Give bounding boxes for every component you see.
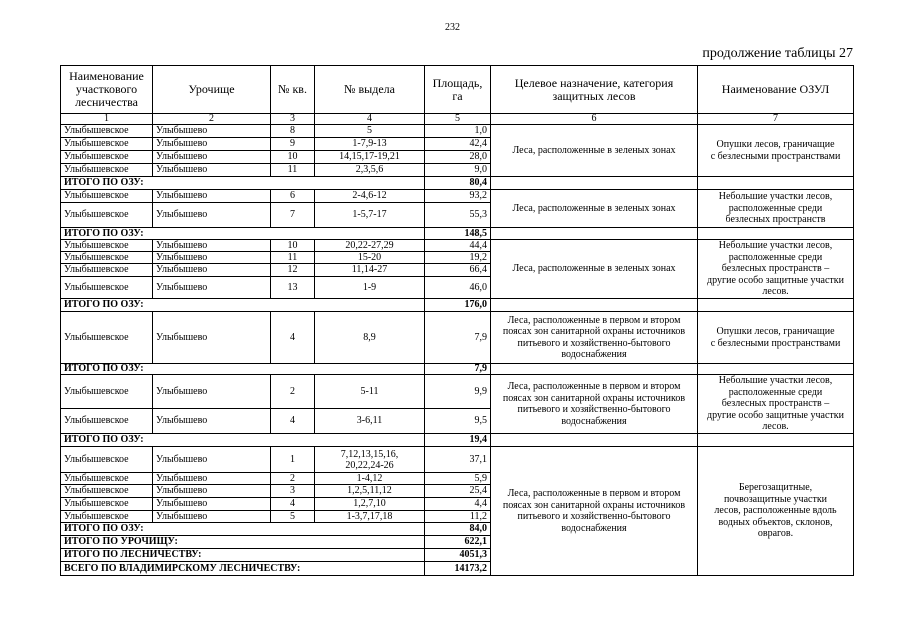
empty-cell [491, 434, 698, 447]
total-label: ИТОГО ПО ОЗУ: [61, 228, 425, 240]
forestry-cell: Улыбышевское [61, 312, 153, 364]
quarter-cell: 11 [271, 252, 315, 264]
ozul-cell-line: с безлесными пространствами [710, 150, 841, 162]
plots-cell: 1-3,7,17,18 [315, 511, 425, 523]
area-cell: 42,4 [425, 138, 491, 151]
header-cell-ozul-line: Наименование ОЗУЛ [721, 82, 830, 96]
purpose-cell-line: водоснабжения [561, 522, 627, 534]
table-row [61, 375, 854, 409]
ozul-cell-line: безлесных пространств – [721, 263, 830, 275]
quarter-cell: 7 [271, 203, 315, 228]
forestry-cell: Улыбышевское [61, 252, 153, 264]
column-number-2: 2 [153, 114, 271, 125]
plots-cell: 1,2,5,11,12 [315, 485, 425, 498]
header-cell-area-line: га [452, 88, 463, 103]
forestry-cell: Улыбышевское [61, 125, 153, 138]
plots-cell: 1-4,12 [315, 473, 425, 485]
purpose-cell-line: Леса, расположенные в первом и втором [507, 381, 681, 392]
empty-cell [491, 364, 698, 375]
purpose-cell-line: питьевого и хозяйственно-бытового [517, 404, 671, 415]
table-row [61, 447, 854, 473]
tract-cell: Улыбышево [153, 138, 271, 151]
quarter-cell: 1 [271, 447, 315, 473]
area-cell: 28,0 [425, 151, 491, 164]
area-cell: 46,0 [425, 277, 491, 299]
plots-cell: 14,15,17-19,21 [315, 151, 425, 164]
tract-cell: Улыбышево [153, 312, 271, 364]
tract-cell: Улыбышево [153, 511, 271, 523]
tract-cell: Улыбышево [153, 375, 271, 409]
forestry-cell: Улыбышевское [61, 511, 153, 523]
area-cell: 1,0 [425, 125, 491, 138]
area-cell: 9,0 [425, 164, 491, 177]
forestry-cell: Улыбышевское [61, 485, 153, 498]
summary-area: 622,1 [425, 536, 491, 549]
header-cell-forestry-line: участкового [75, 82, 138, 96]
total-label: ИТОГО ПО ОЗУ: [61, 523, 425, 536]
plots-cell-line: 7,12,13,15,16, [340, 448, 399, 460]
ozul-cell-line: лесов. [762, 421, 789, 433]
forestry-cell: Улыбышевское [61, 164, 153, 177]
quarter-cell: 12 [271, 264, 315, 277]
area-cell: 19,2 [425, 252, 491, 264]
empty-cell [698, 364, 854, 375]
area-cell: 7,9 [425, 312, 491, 364]
plots-cell [315, 447, 425, 473]
header-cell-area [425, 66, 491, 114]
plots-cell: 8,9 [315, 312, 425, 364]
area-cell: 55,3 [425, 203, 491, 228]
ozul-cell [698, 312, 854, 364]
summary-label: ВСЕГО ПО ВЛАДИМИРСКОМУ ЛЕСНИЧЕСТВУ: [61, 562, 425, 576]
ozul-cell-line: лесов, расположенные вдоль [714, 505, 837, 517]
header-cell-ozul [698, 66, 854, 114]
total-area: 7,9 [425, 364, 491, 375]
empty-cell [698, 434, 854, 447]
quarter-cell: 8 [271, 125, 315, 138]
ozul-cell-line: Небольшие участки лесов, [718, 191, 833, 203]
ozul-cell-line: безлесных пространств [725, 214, 826, 226]
purpose-cell [491, 447, 698, 576]
ozul-cell-line: другие особо защитные участки [707, 274, 844, 286]
forestry-cell: Улыбышевское [61, 203, 153, 228]
ozul-cell-line: Опушки лесов, граничащие [716, 139, 835, 150]
ozul-cell [698, 447, 854, 576]
forest-plots-table [60, 65, 854, 576]
quarter-cell: 13 [271, 277, 315, 299]
purpose-cell [491, 125, 698, 177]
ozul-cell-line: Небольшие участки лесов, [718, 375, 833, 387]
tract-cell: Улыбышево [153, 498, 271, 511]
quarter-cell: 4 [271, 498, 315, 511]
ozul-cell [698, 125, 854, 177]
purpose-cell-line: водоснабжения [561, 349, 627, 360]
purpose-cell-line: Леса, расположенные в зеленых зонах [512, 202, 676, 214]
tract-cell: Улыбышево [153, 447, 271, 473]
tract-cell: Улыбышево [153, 485, 271, 498]
purpose-cell-line: Леса, расположенные в первом и втором [507, 314, 681, 326]
quarter-cell: 4 [271, 312, 315, 364]
plots-cell: 1-5,7-17 [315, 203, 425, 228]
plots-cell: 1-7,9-13 [315, 138, 425, 151]
purpose-cell-line: питьевого и хозяйственно-бытового [517, 511, 671, 522]
header-cell-tract-line: Урочище [188, 82, 235, 96]
tract-cell: Улыбышево [153, 164, 271, 177]
quarter-cell: 6 [271, 190, 315, 203]
summary-area: 14173,2 [425, 562, 491, 576]
column-number-4: 4 [315, 114, 425, 125]
header-cell-plots-line: № выдела [344, 82, 395, 96]
purpose-cell [491, 312, 698, 364]
plots-cell-line: 20,22,24-26 [345, 459, 394, 471]
plots-cell: 3-6,11 [315, 409, 425, 434]
ozul-cell-line: другие особо защитные участки [707, 409, 844, 421]
quarter-cell: 2 [271, 473, 315, 485]
tract-cell: Улыбышево [153, 473, 271, 485]
purpose-cell-line: водоснабжения [561, 415, 627, 427]
total-row [61, 364, 854, 375]
empty-cell [491, 177, 698, 190]
tract-cell: Улыбышево [153, 125, 271, 138]
header-cell-forestry-line: лесничества [75, 95, 138, 109]
area-cell: 93,2 [425, 190, 491, 203]
plots-cell: 20,22-27,29 [315, 240, 425, 252]
plots-cell: 15-20 [315, 252, 425, 264]
empty-cell [491, 299, 698, 312]
total-area: 148,5 [425, 228, 491, 240]
ozul-cell-line: водных объектов, склонов, [718, 516, 833, 528]
ozul-cell-line: безлесных пространств – [721, 398, 830, 410]
purpose-cell-line: питьевого и хозяйственно-бытового [517, 337, 671, 349]
area-cell: 5,9 [425, 473, 491, 485]
purpose-cell-line: Леса, расположенные в первом и втором [507, 488, 681, 499]
header-row [61, 66, 854, 114]
purpose-cell [491, 190, 698, 228]
empty-cell [698, 299, 854, 312]
plots-cell: 11,14-27 [315, 264, 425, 277]
area-cell: 66,4 [425, 264, 491, 277]
quarter-cell: 3 [271, 485, 315, 498]
column-number-7: 7 [698, 114, 854, 125]
purpose-cell-line: поясах зон санитарной охраны источников [502, 499, 686, 511]
plots-cell: 1,2,7,10 [315, 498, 425, 511]
total-label: ИТОГО ПО ОЗУ: [61, 434, 425, 447]
total-row [61, 299, 854, 312]
ozul-cell-line: Опушки лесов, граничащие [716, 326, 835, 337]
purpose-cell [491, 375, 698, 434]
empty-cell [698, 177, 854, 190]
plots-cell: 2,3,5,6 [315, 164, 425, 177]
column-number-5: 5 [425, 114, 491, 125]
total-row [61, 434, 854, 447]
ozul-cell-line: Берегозащитные, [738, 482, 813, 494]
empty-cell [698, 228, 854, 240]
purpose-cell-line: поясах зон санитарной охраны источников [502, 392, 686, 404]
tract-cell: Улыбышево [153, 252, 271, 264]
forestry-cell: Улыбышевское [61, 264, 153, 277]
forestry-cell: Улыбышевское [61, 498, 153, 511]
summary-label: ИТОГО ПО УРОЧИЩУ: [61, 536, 425, 549]
ozul-cell-line: Небольшие участки лесов, [718, 240, 833, 252]
tract-cell: Улыбышево [153, 190, 271, 203]
table-row [61, 240, 854, 252]
ozul-cell-line: оврагов. [757, 528, 794, 540]
total-area: 176,0 [425, 299, 491, 312]
forestry-cell: Улыбышевское [61, 447, 153, 473]
column-number-row [61, 114, 854, 125]
forestry-cell: Улыбышевское [61, 375, 153, 409]
ozul-cell-line: лесов. [762, 286, 789, 298]
table-row [61, 190, 854, 203]
plots-cell: 1-9 [315, 277, 425, 299]
ozul-cell [698, 240, 854, 299]
header-cell-plots [315, 66, 425, 114]
quarter-cell: 10 [271, 151, 315, 164]
tract-cell: Улыбышево [153, 409, 271, 434]
plots-cell: 5-11 [315, 375, 425, 409]
table-row [61, 125, 854, 138]
table-body [61, 66, 854, 576]
tract-cell: Улыбышево [153, 277, 271, 299]
total-label: ИТОГО ПО ОЗУ: [61, 364, 425, 375]
total-row [61, 177, 854, 190]
area-cell: 9,9 [425, 375, 491, 409]
purpose-cell-line: Леса, расположенные в зеленых зонах [512, 144, 676, 156]
total-label: ИТОГО ПО ОЗУ: [61, 177, 425, 190]
ozul-cell [698, 375, 854, 434]
tract-cell: Улыбышево [153, 151, 271, 164]
total-area: 80,4 [425, 177, 491, 190]
area-cell: 25,4 [425, 485, 491, 498]
forestry-cell: Улыбышевское [61, 138, 153, 151]
quarter-cell: 9 [271, 138, 315, 151]
purpose-cell [491, 240, 698, 299]
area-cell: 4,4 [425, 498, 491, 511]
quarter-cell: 5 [271, 511, 315, 523]
summary-area: 4051,3 [425, 549, 491, 562]
tract-cell: Улыбышево [153, 264, 271, 277]
header-cell-forestry [61, 66, 153, 114]
ozul-cell-line: с безлесными пространствами [710, 337, 841, 349]
header-cell-purpose [491, 66, 698, 114]
quarter-cell: 4 [271, 409, 315, 434]
header-cell-quarter-line: № кв. [278, 82, 307, 96]
area-cell: 11,2 [425, 511, 491, 523]
empty-cell [491, 228, 698, 240]
forestry-cell: Улыбышевское [61, 190, 153, 203]
quarter-cell: 10 [271, 240, 315, 252]
column-number-6: 6 [491, 114, 698, 125]
column-number-3: 3 [271, 114, 315, 125]
header-cell-tract [153, 66, 271, 114]
total-area: 84,0 [425, 523, 491, 536]
page-number: 232 [445, 22, 460, 33]
quarter-cell: 2 [271, 375, 315, 409]
forestry-cell: Улыбышевское [61, 151, 153, 164]
ozul-cell [698, 190, 854, 228]
header-cell-purpose-line: Целевое назначение, категория [514, 75, 674, 90]
forestry-cell: Улыбышевское [61, 473, 153, 485]
ozul-cell-line: расположенные среди [728, 251, 823, 263]
column-number-1: 1 [61, 114, 153, 125]
purpose-cell-line: Леса, расположенные в зеленых зонах [512, 263, 676, 275]
header-cell-area-line: Площадь, [432, 75, 483, 90]
forestry-cell: Улыбышевское [61, 277, 153, 299]
plots-cell: 5 [315, 125, 425, 138]
tract-cell: Улыбышево [153, 203, 271, 228]
quarter-cell: 11 [271, 164, 315, 177]
area-cell: 44,4 [425, 240, 491, 252]
plots-cell: 2-4,6-12 [315, 190, 425, 203]
total-label: ИТОГО ПО ОЗУ: [61, 299, 425, 312]
header-cell-purpose-line: защитных лесов [552, 88, 636, 103]
table-continuation-caption: продолжение таблицы 27 [702, 46, 853, 61]
ozul-cell-line: почвозащитные участки [723, 493, 828, 505]
ozul-cell-line: расположенные среди [728, 386, 823, 398]
ozul-cell-line: расположенные среди [728, 202, 823, 214]
total-row [61, 228, 854, 240]
table-row [61, 312, 854, 364]
header-cell-quarter [271, 66, 315, 114]
total-area: 19,4 [425, 434, 491, 447]
header-cell-forestry-line: Наименование [69, 69, 144, 83]
forestry-cell: Улыбышевское [61, 409, 153, 434]
summary-label: ИТОГО ПО ЛЕСНИЧЕСТВУ: [61, 549, 425, 562]
area-cell: 9,5 [425, 409, 491, 434]
purpose-cell-line: поясах зон санитарной охраны источников [502, 326, 686, 337]
area-cell: 37,1 [425, 447, 491, 473]
tract-cell: Улыбышево [153, 240, 271, 252]
forestry-cell: Улыбышевское [61, 240, 153, 252]
